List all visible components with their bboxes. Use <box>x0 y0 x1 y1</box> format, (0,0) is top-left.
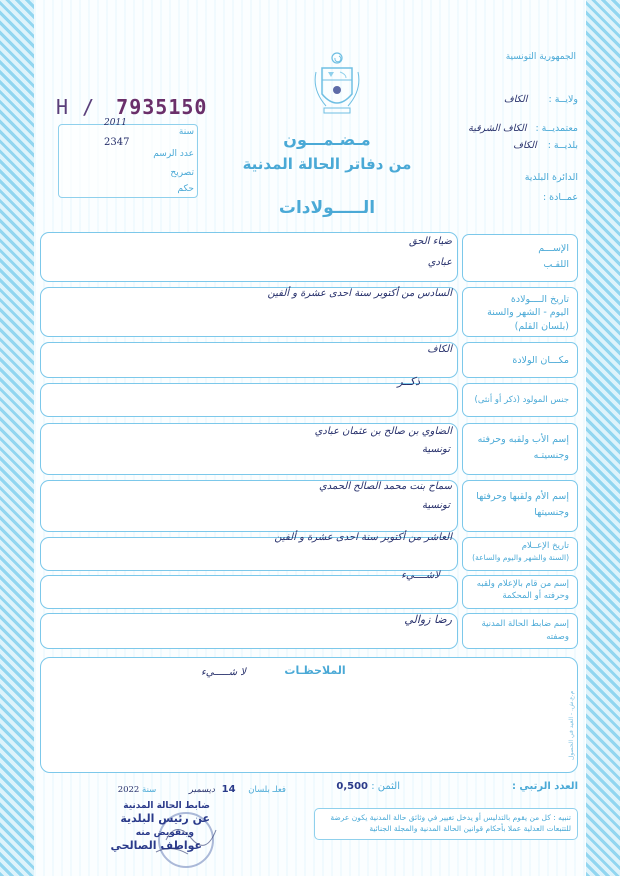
wilaya-value: الكاف <box>503 94 528 105</box>
date-year: 2022 <box>117 785 140 795</box>
handwritten-signature-icon <box>96 800 226 870</box>
label-birthdate-hint2: (بلسان القلم) <box>514 320 569 332</box>
observations-label: الملاحظـات <box>284 664 346 677</box>
wilaya-row <box>440 94 578 105</box>
register-declaration-label: تصريح <box>170 168 194 178</box>
value-sex: ذكــر <box>397 375 420 388</box>
field-label-box-father <box>462 423 578 475</box>
field-value-box-sex <box>40 383 458 417</box>
moatamadia-row <box>420 123 578 134</box>
decorative-border-left <box>0 0 34 876</box>
baladia-row <box>440 140 578 151</box>
label-birthdate-hint: اليوم - الشهر والسنة <box>487 307 569 319</box>
label-declarant-hint: وحرفته أو المحكمة <box>502 590 569 601</box>
moatamadia-label: معتمديــة : <box>535 123 578 134</box>
tunisia-coat-of-arms-icon <box>312 50 362 120</box>
value-mother-nationality: تونسية <box>421 500 450 511</box>
value-declaration-date: العاشر من أكتوبر سنة احدى عشرة و ألفين <box>274 532 452 543</box>
label-first-name: الإســـم <box>538 243 569 254</box>
serial-number <box>56 95 207 119</box>
label-officer-title: وصفته <box>546 631 569 642</box>
label-declaration-date-hint: (السنة والشهر واليوم والساعة) <box>472 552 569 562</box>
date-year-label: سنة <box>142 785 157 795</box>
label-officer: إسم ضابط الحالة المدنية <box>481 619 569 629</box>
label-declaration-date: تاريخ الإعــلام <box>521 541 569 551</box>
field-label-box-birthplace <box>462 342 578 378</box>
value-birthdate: السادس من أكتوبر سنة احدى عشرة و ألفين <box>267 288 452 299</box>
label-sex: جنس المولود (ذكر أو أنثى) <box>474 395 569 405</box>
daira-label: الدائرة البلدية <box>524 172 578 183</box>
label-father: إسم الأب ولقبه وحرفته <box>477 434 569 445</box>
baladia-label: بلديــة : <box>547 140 578 151</box>
serial-value: 7935150 <box>116 95 208 119</box>
signature-line-3: وبتفويض منه <box>135 827 194 838</box>
footer-serial-label: العدد الرتبي : <box>511 781 578 792</box>
value-first-name: ضياء الحق <box>408 236 452 247</box>
label-last-name: اللقـب <box>543 259 569 271</box>
field-label-box-officer <box>462 613 578 649</box>
moatamadia-value: الكاف الشرقية <box>468 123 527 134</box>
footer-date-line <box>56 784 286 795</box>
field-label-box-mother <box>462 480 578 532</box>
field-label-box-sex <box>462 383 578 417</box>
value-father: الضاوي بن صالح بن عثمان عبادي <box>314 426 452 437</box>
label-mother: إسم الأم ولقبها وحرفتها <box>476 491 569 502</box>
title-births: الـــــولادات <box>278 198 376 218</box>
field-label-box-declaration-date <box>462 537 578 571</box>
title-extract: مـضـمـــون <box>283 130 371 149</box>
price-label: الثمن : <box>371 781 400 792</box>
observations-value: لا شـــــيء <box>201 667 246 678</box>
field-label-box-birthdate <box>462 287 578 337</box>
register-year-value: 2011 <box>104 118 127 128</box>
label-birthdate: تاريخ الــــولادة <box>510 294 569 305</box>
value-mother: سماح بنت محمد الصالح الحمدي <box>318 481 452 492</box>
label-declarant: إسم من قام بالإعلام ولقبه <box>476 579 569 589</box>
wilaya-label: ولايــة : <box>548 94 578 105</box>
field-label-box-name <box>462 234 578 282</box>
signature-line-4: عواطف الصالحي <box>110 839 202 853</box>
date-month: ديسمبر <box>189 785 215 795</box>
imada-label: عمــادة : <box>542 192 578 203</box>
date-prefix: فعلـ بلسان <box>248 785 286 795</box>
label-father-nationality: وجنسيتـه <box>533 450 569 462</box>
signature-line-1: ضابط الحالة المدنية <box>123 801 210 811</box>
price-value: 0,500 <box>336 781 369 792</box>
legal-warning-text: تنبيه : كل من يقوم بالتدليس أو يدخل تغيير في وثائق حالة المدنية يكون عرضة للتتبعات العدلية عملا بأحكام قوانين الحالة المدنية والمجلة الجنائية <box>330 813 571 834</box>
value-officer: رضا زوالي <box>404 613 452 626</box>
date-day: 14 <box>221 784 236 795</box>
decorative-border-right <box>586 0 620 876</box>
side-print-note: م.ع.ش. - العيد في الحصول <box>568 690 575 760</box>
label-birthplace: مكـــان الولادة <box>512 355 569 366</box>
baladia-value: الكاف <box>513 140 537 151</box>
value-father-nationality: تونسية <box>421 444 450 455</box>
republic-label: الجمهورية التونسية <box>505 52 576 62</box>
serial-prefix: H / <box>56 95 96 119</box>
field-label-box-declarant <box>462 575 578 609</box>
legal-warning-box <box>314 808 578 840</box>
signature-line-2: عن رئيس البلدية <box>120 812 210 826</box>
value-last-name: عبادي <box>427 257 452 268</box>
label-mother-nationality: وجنسيتها <box>534 507 569 519</box>
value-declarant: لاشــــيء <box>401 570 440 581</box>
register-judgment-label: حكم <box>177 184 194 194</box>
register-number-value: 2347 <box>104 137 130 148</box>
register-year-label: سنة <box>178 127 194 137</box>
footer-price <box>310 781 400 792</box>
register-number-label: عدد الرسم <box>153 149 194 159</box>
value-birthplace: الكاف <box>427 344 452 355</box>
title-civil-registry: من دفاتر الحالة المدنية <box>242 155 412 173</box>
